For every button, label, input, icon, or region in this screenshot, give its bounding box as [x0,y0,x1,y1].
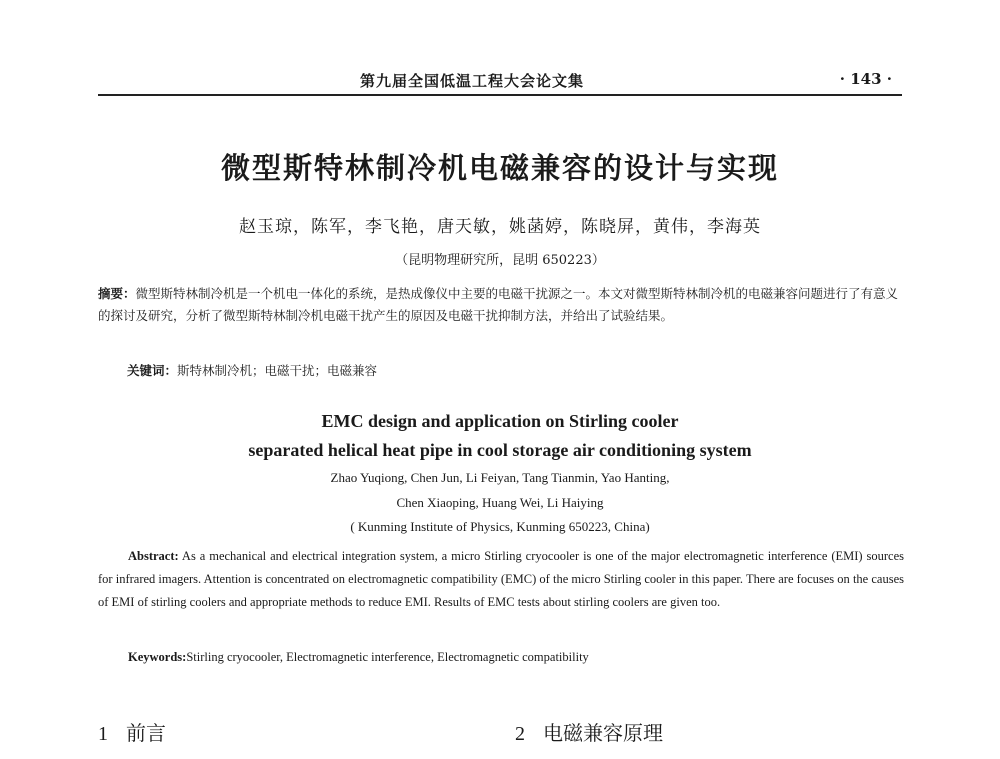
abstract-label-english: Abstract: [128,549,179,563]
abstract-chinese [98,283,904,327]
paper-title-english-line1: EMC design and application on Stirling cooler [321,411,679,431]
page-number: · 143 · [839,70,892,88]
section-title: 电磁兼容原理 [543,721,663,745]
paper-title-chinese: 微型斯特林制冷机电磁兼容的设计与实现 [220,151,779,185]
keywords-text-english: Stirling cryocooler, Electromagnetic interference, Electromagnetic compatibility [186,650,589,664]
journal-name: 第九届全国低温工程大会论文集 [360,72,585,90]
section-number: 1 [98,723,108,745]
section-title: 前言 [126,721,166,745]
abstract-english [98,545,904,614]
keywords-text-chinese: 斯特林制冷机；电磁干扰；电磁兼容 [177,363,378,378]
header-rule [98,94,902,96]
affiliation-chinese: （昆明物理研究所，昆明 650223） [395,253,605,268]
abstract-label-chinese: 摘要： [98,286,136,301]
keywords-chinese [127,361,377,379]
keywords-label-chinese: 关键词： [127,363,178,378]
running-header [98,62,902,96]
paper-title-english-line2: separated helical heat pipe in cool storage air conditioning system [248,440,752,460]
authors-english-line2: Chen Xiaoping, Huang Wei, Li Haiying [396,495,604,510]
section-heading-introduction [98,717,166,746]
keywords-english [128,650,589,665]
abstract-text-english: As a mechanical and electrical integration system, a micro Stirling cryocooler is one of the major electromagnetic interference (EMI) sources for infrared imagers. Attention is concentrated on electromagnetic compatibility (EMC) of the micro Stirling cooler in this paper. There are focuses on the causes of EMI of stirling coolers and appropriate methods to reduce EMI. Results of EMC tests about stirling coolers are given too. [98,549,904,609]
authors-english-line1: Zhao Yuqiong, Chen Jun, Li Feiyan, Tang Tianmin, Yao Hanting, [330,470,670,485]
authors-chinese: 赵玉琼，陈军，李飞艳，唐天敏，姚菡婷，陈晓屏，黄伟，李海英 [239,217,761,237]
abstract-text-chinese: 微型斯特林制冷机是一个机电一体化的系统，是热成像仪中主要的电磁干扰源之一。本文对微型斯特林制冷机的电磁兼容问题进行了有意义的探讨及研究，分析了微型斯特林制冷机电磁干扰产生的原因及电磁干扰抑制方法，并给出了试验结果。 [98,286,899,323]
keywords-label-english: Keywords: [128,650,187,664]
section-number: 2 [515,723,525,745]
section-heading-emc-principle [515,717,663,746]
affiliation-english: ( Kunming Institute of Physics, Kunming 650223, China) [350,519,650,534]
